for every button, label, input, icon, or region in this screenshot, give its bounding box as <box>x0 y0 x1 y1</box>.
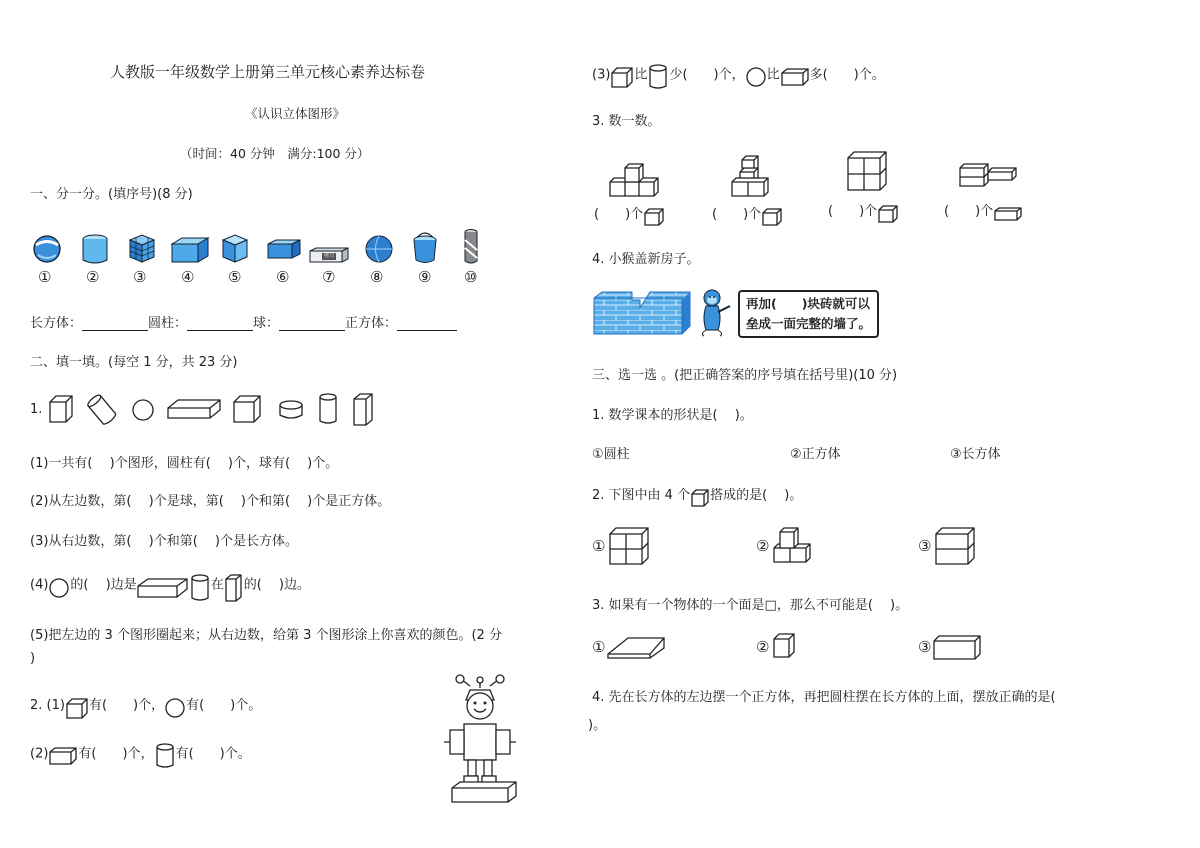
stack-1 <box>608 160 664 198</box>
tilted-cylinder-icon <box>86 393 117 425</box>
cube-icon <box>643 207 665 227</box>
q1-4-text-c: 的( )边。 <box>243 577 310 593</box>
count-answer-1 <box>594 203 665 225</box>
q1-2: (2)从左边数，第( )个是球，第( )个和第( )个是正方体。 <box>30 494 391 509</box>
section1-heading: 一、分一分。(填序号)(8 分) <box>30 187 193 202</box>
flat-cylinder-icon <box>280 401 302 418</box>
category-sphere-label: 球： <box>253 316 280 331</box>
q2-3-bi-1: 比 <box>634 67 648 83</box>
s2-label-2: ② <box>756 537 770 555</box>
page-subtitle: 《认识立体图形》 <box>245 106 346 121</box>
q2-1-text-b: 有( )个。 <box>186 698 262 713</box>
q2-2-prefix: (2) <box>30 746 49 762</box>
bubble-line-1: 再加( )块砖就可以 <box>746 296 870 311</box>
cuboid-icon <box>48 746 78 766</box>
q2-1-text-a: 有( )个， <box>88 698 165 713</box>
tall-cylinder-icon <box>320 394 336 423</box>
category-cylinder-label: 圆柱： <box>148 316 188 331</box>
cube-icon <box>690 488 710 508</box>
pic-label-3: ③ <box>133 268 147 286</box>
s2-question <box>592 484 802 506</box>
bucket-icon <box>410 226 440 266</box>
q1-4-text-a: 的( )边是 <box>70 577 137 593</box>
exam-info: （时间：40 分钟 满分:100 分） <box>180 146 370 161</box>
q1-4 <box>30 570 310 600</box>
count-answer-2 <box>712 203 783 225</box>
pic-label-7: ⑦ <box>322 268 336 286</box>
q2-3-text-a: 少( )个， <box>669 67 745 83</box>
q1-3: (3)从右边数，第( )个和第( )个是长方体。 <box>30 534 298 549</box>
s2-label-1: ① <box>592 537 606 555</box>
bubble-line-2: 垒成一面完整的墙了。 <box>746 316 872 331</box>
cube-icon <box>877 204 899 224</box>
q2-3-text-b: 多( )个。 <box>809 67 885 83</box>
category-cuboid-label: 长方体： <box>30 316 83 331</box>
q1-number: 1. <box>30 402 43 417</box>
tall-cuboid-icon <box>224 573 244 603</box>
shape-row <box>48 392 378 428</box>
s3-question: 3. 如果有一个物体的一个面是□，那么不可能是( )。 <box>592 598 909 613</box>
category-row <box>30 312 457 331</box>
sphere-icon <box>164 697 186 719</box>
rubiks-cube-icon <box>127 232 157 264</box>
category-sphere-blank[interactable] <box>279 318 345 331</box>
pic-label-10: ⑩ <box>464 268 478 286</box>
count-answer-2-text: ( )个 <box>712 207 762 222</box>
monkey-heading: 4. 小猴盖新房子。 <box>592 252 700 267</box>
count-answer-3 <box>828 200 899 222</box>
q1-4-prefix: (4) <box>30 577 49 593</box>
q1-5-line2: ) <box>30 651 36 666</box>
cube-icon <box>50 396 72 422</box>
pic-label-9: ⑨ <box>418 268 432 286</box>
pic-label-4: ④ <box>181 268 195 286</box>
s4-question-line1: 4. 先在长方体的左边摆一个正方体，再把圆柱摆在长方体的上面，摆放正确的是( <box>592 690 1056 705</box>
beach-ball-icon <box>32 234 62 264</box>
cuboid-icon <box>137 577 189 599</box>
eraser-label: 剪刀 <box>324 253 335 259</box>
s1-option-1: ①圆柱 <box>592 447 630 462</box>
q2-2-text-b: 有( )个。 <box>175 746 251 762</box>
q2-2 <box>30 741 251 767</box>
count-answer-1-text: ( )个 <box>594 207 644 222</box>
sphere-icon <box>133 400 153 420</box>
category-cube-blank[interactable] <box>397 318 457 331</box>
s2-option-3 <box>934 526 978 568</box>
s2-label-3: ③ <box>918 537 932 555</box>
stack-4 <box>958 162 1022 188</box>
pic-label-5: ⑤ <box>228 268 242 286</box>
s3-option-1 <box>606 634 666 660</box>
tall-cuboid-icon <box>354 394 372 425</box>
can-icon <box>462 228 480 266</box>
sphere-icon <box>745 66 767 88</box>
jar-icon <box>80 234 110 266</box>
count-heading: 3. 数一数。 <box>592 114 661 129</box>
stack-2 <box>730 154 774 198</box>
s3-label-1: ① <box>592 638 606 656</box>
s2-question-b: 搭成的是( )。 <box>710 488 803 503</box>
cuboid-icon <box>993 206 1023 222</box>
category-cube-label: 正方体： <box>345 316 398 331</box>
flat-box-icon <box>266 238 302 262</box>
cube-icon <box>610 66 634 88</box>
q2-1-prefix: 2. (1) <box>30 698 65 713</box>
cylinder-icon <box>647 64 669 90</box>
cube-icon <box>65 697 89 719</box>
q1-1: (1)一共有( )个图形，圆柱有( )个，球有( )个。 <box>30 456 339 471</box>
sphere-icon <box>48 578 70 598</box>
q2-3-prefix: (3) <box>592 67 611 83</box>
category-cylinder-blank[interactable] <box>187 318 253 331</box>
count-answer-4-text: ( )个 <box>944 204 994 219</box>
page-title: 人教版一年级数学上册第三单元核心素养达标卷 <box>110 63 426 81</box>
pic-label-2: ② <box>86 268 100 286</box>
s2-option-2 <box>772 526 816 566</box>
q2-3 <box>592 62 885 88</box>
s2-question-a: 2. 下图中由 4 个 <box>592 488 691 503</box>
pic-label-1: ① <box>38 268 52 286</box>
s3-label-3: ③ <box>918 638 932 656</box>
monkey-icon <box>698 288 734 336</box>
s3-option-3 <box>932 634 982 662</box>
robot-illustration <box>440 672 520 806</box>
q1-5-line1: (5)把左边的 3 个图形圈起来；从右边数，给第 3 个图形涂上你喜欢的颜色。(2 分 <box>30 628 502 643</box>
count-answer-4 <box>944 200 1023 220</box>
cube-icon <box>761 207 783 227</box>
q2-3-bi-2: 比 <box>766 67 780 83</box>
s1-option-3: ③长方体 <box>950 447 1001 462</box>
s1-question: 1. 数学课本的形状是( )。 <box>592 408 753 423</box>
s1-option-2: ②正方体 <box>790 447 841 462</box>
q2-2-text-a: 有( )个， <box>78 746 154 762</box>
cylinder-icon <box>154 743 176 769</box>
stack-3 <box>846 150 890 194</box>
cuboid-icon <box>168 400 220 418</box>
ball-icon <box>364 234 394 264</box>
box-icon <box>170 236 210 264</box>
cylinder-icon <box>189 574 211 602</box>
speech-bubble <box>738 290 879 338</box>
s4-question-line2: )。 <box>588 718 607 733</box>
cuboid-icon <box>780 67 810 87</box>
section2-heading: 二、填一填。(每空 1 分，共 23 分) <box>30 355 238 370</box>
s3-label-2: ② <box>756 638 770 656</box>
s2-option-1 <box>608 526 652 568</box>
q2-1 <box>30 694 261 717</box>
cube-box-icon <box>220 232 250 264</box>
s3-option-2 <box>772 632 798 660</box>
pic-label-6: ⑥ <box>276 268 290 286</box>
cube-icon-2 <box>234 396 260 422</box>
pic-label-8: ⑧ <box>370 268 384 286</box>
section3-heading: 三、选一选 。(把正确答案的序号填在括号里)(10 分) <box>592 368 898 383</box>
q1-4-text-b: 在 <box>210 577 224 593</box>
count-answer-3-text: ( )个 <box>828 204 878 219</box>
brick-wall <box>592 290 692 336</box>
category-cuboid-blank[interactable] <box>82 318 148 331</box>
